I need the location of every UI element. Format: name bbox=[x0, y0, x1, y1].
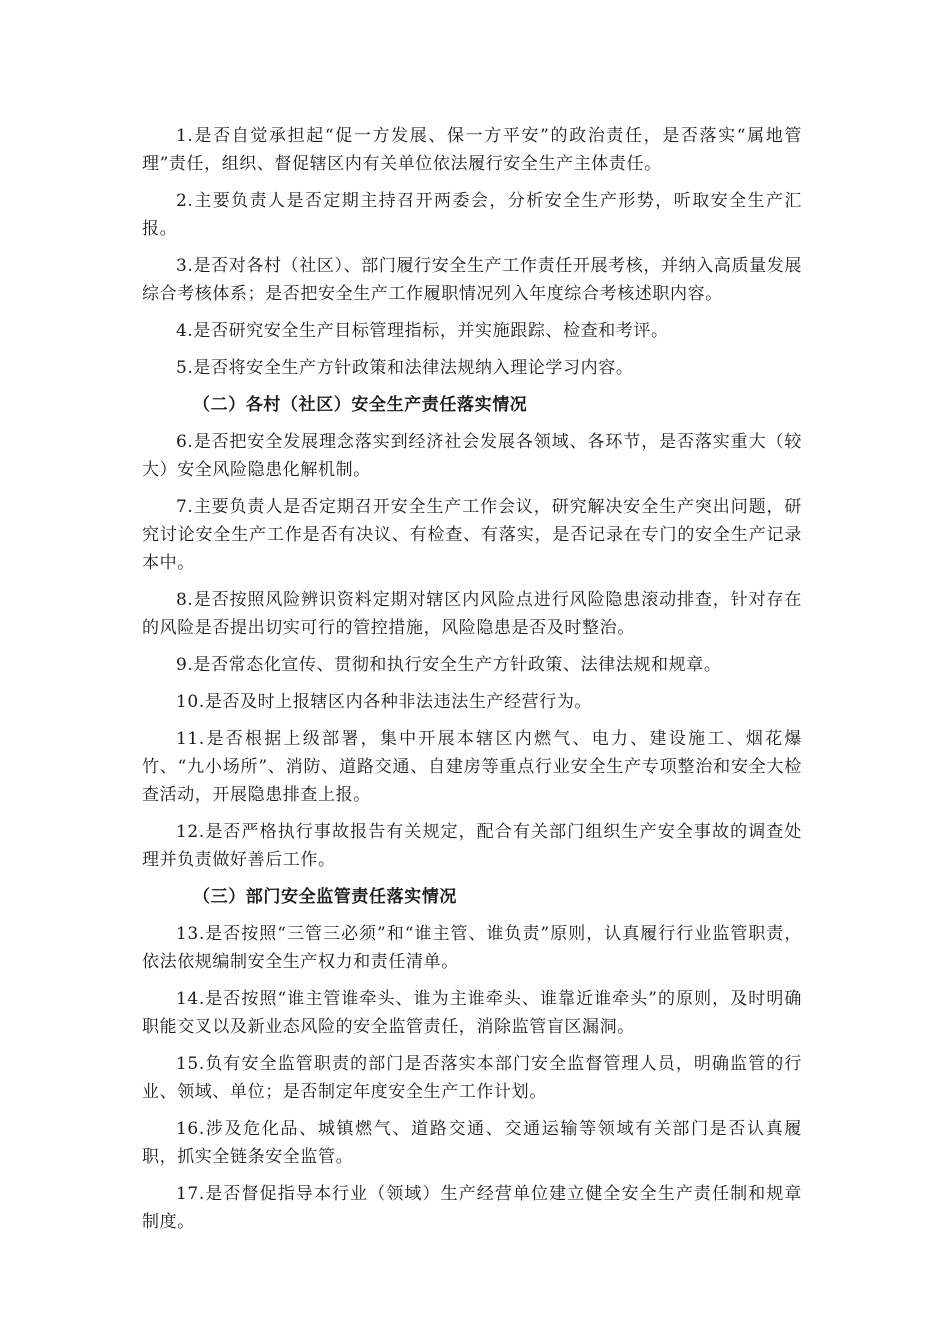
paragraph-item-8: 8.是否按照风险辨识资料定期对辖区内风险点进行风险隐患滚动排查，针对存在的风险是否提出切实可行的管控措施，风险隐患是否及时整治。 bbox=[142, 590, 802, 638]
section-heading-2: （二）各村（社区）安全生产责任落实情况 bbox=[193, 395, 528, 415]
paragraph-item-5: 5.是否将安全生产方针政策和法律法规纳入理论学习内容。 bbox=[176, 358, 634, 378]
paragraph-item-15: 15.负有安全监管职责的部门是否落实本部门安全监督管理人员，明确监管的行业、领域、单位；是否制定年度安全生产工作计划。 bbox=[142, 1054, 802, 1102]
paragraph-item-11: 11.是否根据上级部署，集中开展本辖区内燃气、电力、建设施工、烟花爆竹、“九小场所”、消防、道路交通、自建房等重点行业安全生产专项整治和安全大检查活动，开展隐患排查上报。 bbox=[142, 729, 802, 805]
paragraph-item-17: 17.是否督促指导本行业（领域）生产经营单位建立健全安全生产责任制和规章制度。 bbox=[142, 1184, 802, 1232]
paragraph-item-14: 14.是否按照“谁主管谁牵头、谁为主谁牵头、谁靠近谁牵头”的原则，及时明确职能交叉以及新业态风险的安全监管责任，消除监管盲区漏洞。 bbox=[142, 989, 802, 1037]
paragraph-item-4: 4.是否研究安全生产目标管理指标，并实施跟踪、检查和考评。 bbox=[176, 321, 669, 341]
paragraph-item-10: 10.是否及时上报辖区内各种非法违法生产经营行为。 bbox=[176, 692, 593, 712]
paragraph-item-2: 2.主要负责人是否定期主持召开两委会，分析安全生产形势，听取安全生产汇报。 bbox=[142, 191, 802, 239]
paragraph-item-3: 3.是否对各村（社区）、部门履行安全生产工作责任开展考核，并纳入高质量发展综合考核体系；是否把安全生产工作履职情况列入年度综合考核述职内容。 bbox=[142, 256, 802, 304]
paragraph-item-13: 13.是否按照“三管三必须”和“谁主管、谁负责”原则，认真履行行业监管职责，依法依规编制安全生产权力和责任清单。 bbox=[142, 924, 802, 972]
paragraph-item-1: 1.是否自觉承担起“促一方发展、保一方平安”的政治责任，是否落实“属地管理”责任，组织、督促辖区内有关单位依法履行安全生产主体责任。 bbox=[142, 126, 802, 174]
paragraph-item-9: 9.是否常态化宣传、贯彻和执行安全生产方针政策、法律法规和规章。 bbox=[176, 655, 722, 675]
paragraph-item-7: 7.主要负责人是否定期召开安全生产工作会议，研究解决安全生产突出问题，研究讨论安全生产工作是否有决议、有检查、有落实，是否记录在专门的安全生产记录本中。 bbox=[142, 497, 802, 573]
paragraph-item-12: 12.是否严格执行事故报告有关规定，配合有关部门组织生产安全事故的调查处理并负责做好善后工作。 bbox=[142, 822, 802, 870]
paragraph-item-6: 6.是否把安全发展理念落实到经济社会发展各领域、各环节，是否落实重大（较大）安全风险隐患化解机制。 bbox=[142, 432, 802, 480]
section-heading-3: （三）部门安全监管责任落实情况 bbox=[193, 887, 457, 907]
paragraph-item-16: 16.涉及危化品、城镇燃气、道路交通、交通运输等领域有关部门是否认真履职，抓实全链条安全监管。 bbox=[142, 1119, 802, 1167]
document-body bbox=[142, 122, 802, 1245]
